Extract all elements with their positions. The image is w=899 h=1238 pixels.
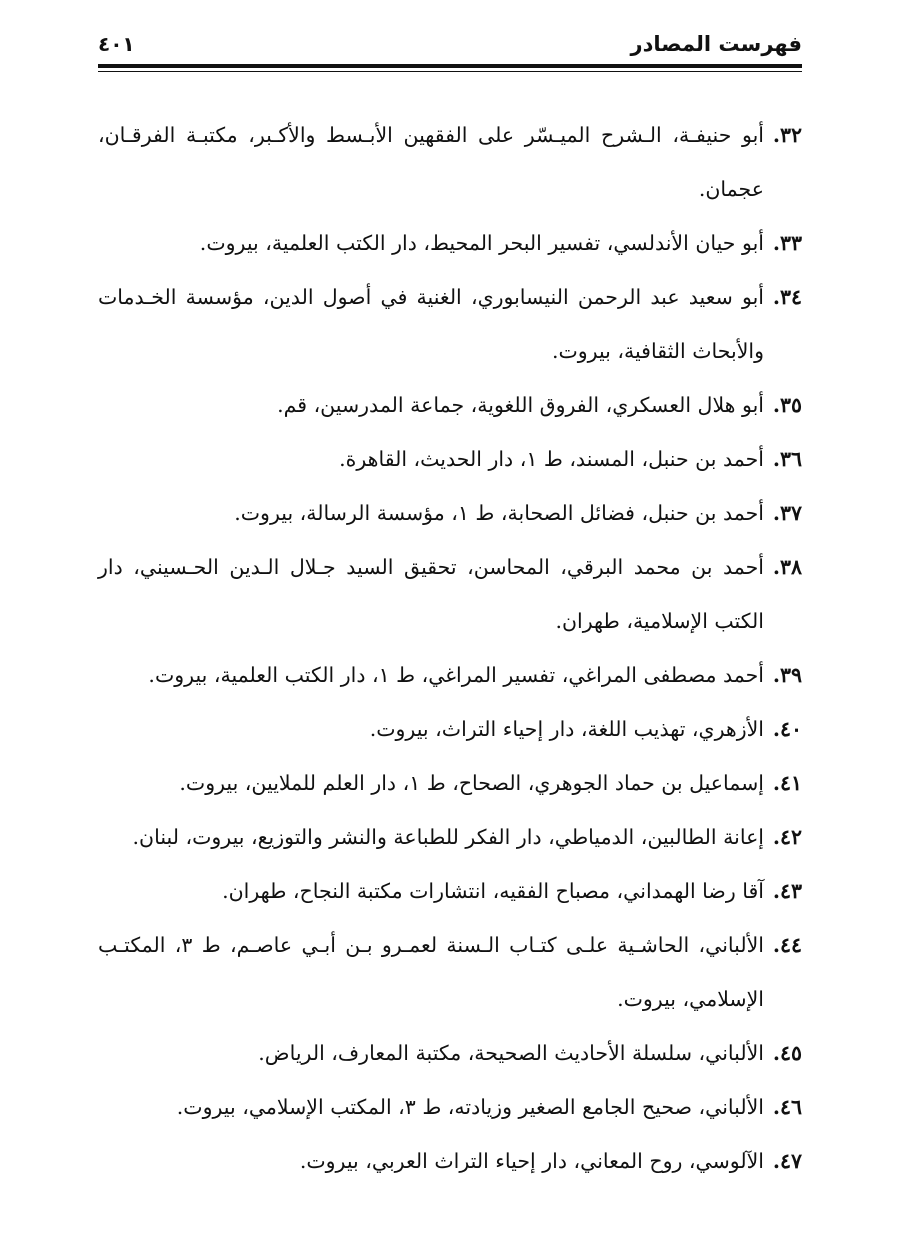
entry-text: إسماعيل بن حماد الجوهري، الصحاح، ط ١، دار العلم للملايين، بيروت. bbox=[179, 771, 764, 795]
bibliography-entry bbox=[98, 270, 802, 378]
entry-number: ٣٧. bbox=[772, 501, 802, 525]
bibliography-entry bbox=[98, 864, 802, 918]
bibliography-entry bbox=[98, 918, 802, 1026]
entry-text: إعانة الطالبين، الدمياطي، دار الفكر للطباعة والنشر والتوزيع، بيروت، لبنان. bbox=[132, 825, 764, 849]
entry-number: ٣٩. bbox=[772, 663, 802, 687]
bibliography-entry bbox=[98, 1134, 802, 1188]
entry-number: ٣٥. bbox=[772, 393, 802, 417]
entry-text: الآلوسي، روح المعاني، دار إحياء التراث العربي، بيروت. bbox=[299, 1149, 764, 1173]
bibliography-entry bbox=[98, 702, 802, 756]
entry-number: ٤٠. bbox=[772, 717, 802, 741]
entry-number: ٤٣. bbox=[772, 879, 802, 903]
entry-text: أبو حنيفـة، الـشرح الميـسّر على الفقهين الأبـسط والأكـبر، مكتبـة الفرقـان، عجمان. bbox=[98, 123, 764, 201]
bibliography-list bbox=[98, 108, 802, 1188]
entry-number: ٣٣. bbox=[772, 231, 802, 255]
entry-text: أحمد بن حنبل، فضائل الصحابة، ط ١، مؤسسة الرسالة، بيروت. bbox=[234, 501, 764, 525]
entry-text: الأزهري، تهذيب اللغة، دار إحياء التراث، بيروت. bbox=[369, 717, 764, 741]
entry-text: الألباني، صحيح الجامع الصغير وزيادته، ط ٣، المكتب الإسلامي، بيروت. bbox=[176, 1095, 764, 1119]
entry-number: ٤٥. bbox=[772, 1041, 802, 1065]
bibliography-entry bbox=[98, 378, 802, 432]
entry-text: آقا رضا الهمداني، مصباح الفقيه، انتشارات مكتبة النجاح، طهران. bbox=[222, 879, 764, 903]
entry-text: أحمد مصطفى المراغي، تفسير المراغي، ط ١، دار الكتب العلمية، بيروت. bbox=[148, 663, 764, 687]
bibliography-entry bbox=[98, 1026, 802, 1080]
header-rule-thin bbox=[98, 71, 802, 72]
entry-text: الألباني، سلسلة الأحاديث الصحيحة، مكتبة المعارف، الرياض. bbox=[258, 1041, 764, 1065]
bibliography-entry bbox=[98, 1080, 802, 1134]
bibliography-entry bbox=[98, 648, 802, 702]
entry-text: أحمد بن محمد البرقي، المحاسن، تحقيق السيد جـلال الـدين الحـسيني، دار الكتب الإسلامية، طهران. bbox=[98, 555, 764, 633]
page-title: فهرست المصادر bbox=[630, 32, 802, 56]
entry-number: ٤١. bbox=[772, 771, 802, 795]
header-rule-thick bbox=[98, 64, 802, 68]
entry-number: ٤٤. bbox=[772, 933, 802, 957]
entry-number: ٤٢. bbox=[772, 825, 802, 849]
entry-number: ٣٢. bbox=[772, 123, 802, 147]
bibliography-entry bbox=[98, 432, 802, 486]
entry-text: أبو حيان الأندلسي، تفسير البحر المحيط، دار الكتب العلمية، بيروت. bbox=[199, 231, 764, 255]
entry-text: أبو سعيد عبد الرحمن النيسابوري، الغنية في أصول الدين، مؤسسة الخـدمات والأبحاث الثقافية، بيروت. bbox=[98, 285, 764, 363]
page-header bbox=[98, 30, 802, 66]
entry-text: أحمد بن حنبل، المسند، ط ١، دار الحديث، القاهرة. bbox=[339, 447, 764, 471]
page-number: ٤٠١ bbox=[98, 32, 135, 56]
entry-text: أبو هلال العسكري، الفروق اللغوية، جماعة المدرسين، قم. bbox=[277, 393, 764, 417]
bibliography-entry bbox=[98, 486, 802, 540]
entry-number: ٣٨. bbox=[772, 555, 802, 579]
bibliography-entry bbox=[98, 108, 802, 216]
bibliography-entry bbox=[98, 756, 802, 810]
bibliography-entry bbox=[98, 540, 802, 648]
entry-number: ٤٧. bbox=[772, 1149, 802, 1173]
bibliography-entry bbox=[98, 810, 802, 864]
bibliography-entry bbox=[98, 216, 802, 270]
entry-number: ٣٦. bbox=[772, 447, 802, 471]
entry-number: ٤٦. bbox=[772, 1095, 802, 1119]
entry-number: ٣٤. bbox=[772, 285, 802, 309]
entry-text: الألباني، الحاشـية علـى كتـاب الـسنة لعمـرو بـن أبـي عاصـم، ط ٣، المكتـب الإسلامي، بيروت. bbox=[98, 933, 764, 1011]
